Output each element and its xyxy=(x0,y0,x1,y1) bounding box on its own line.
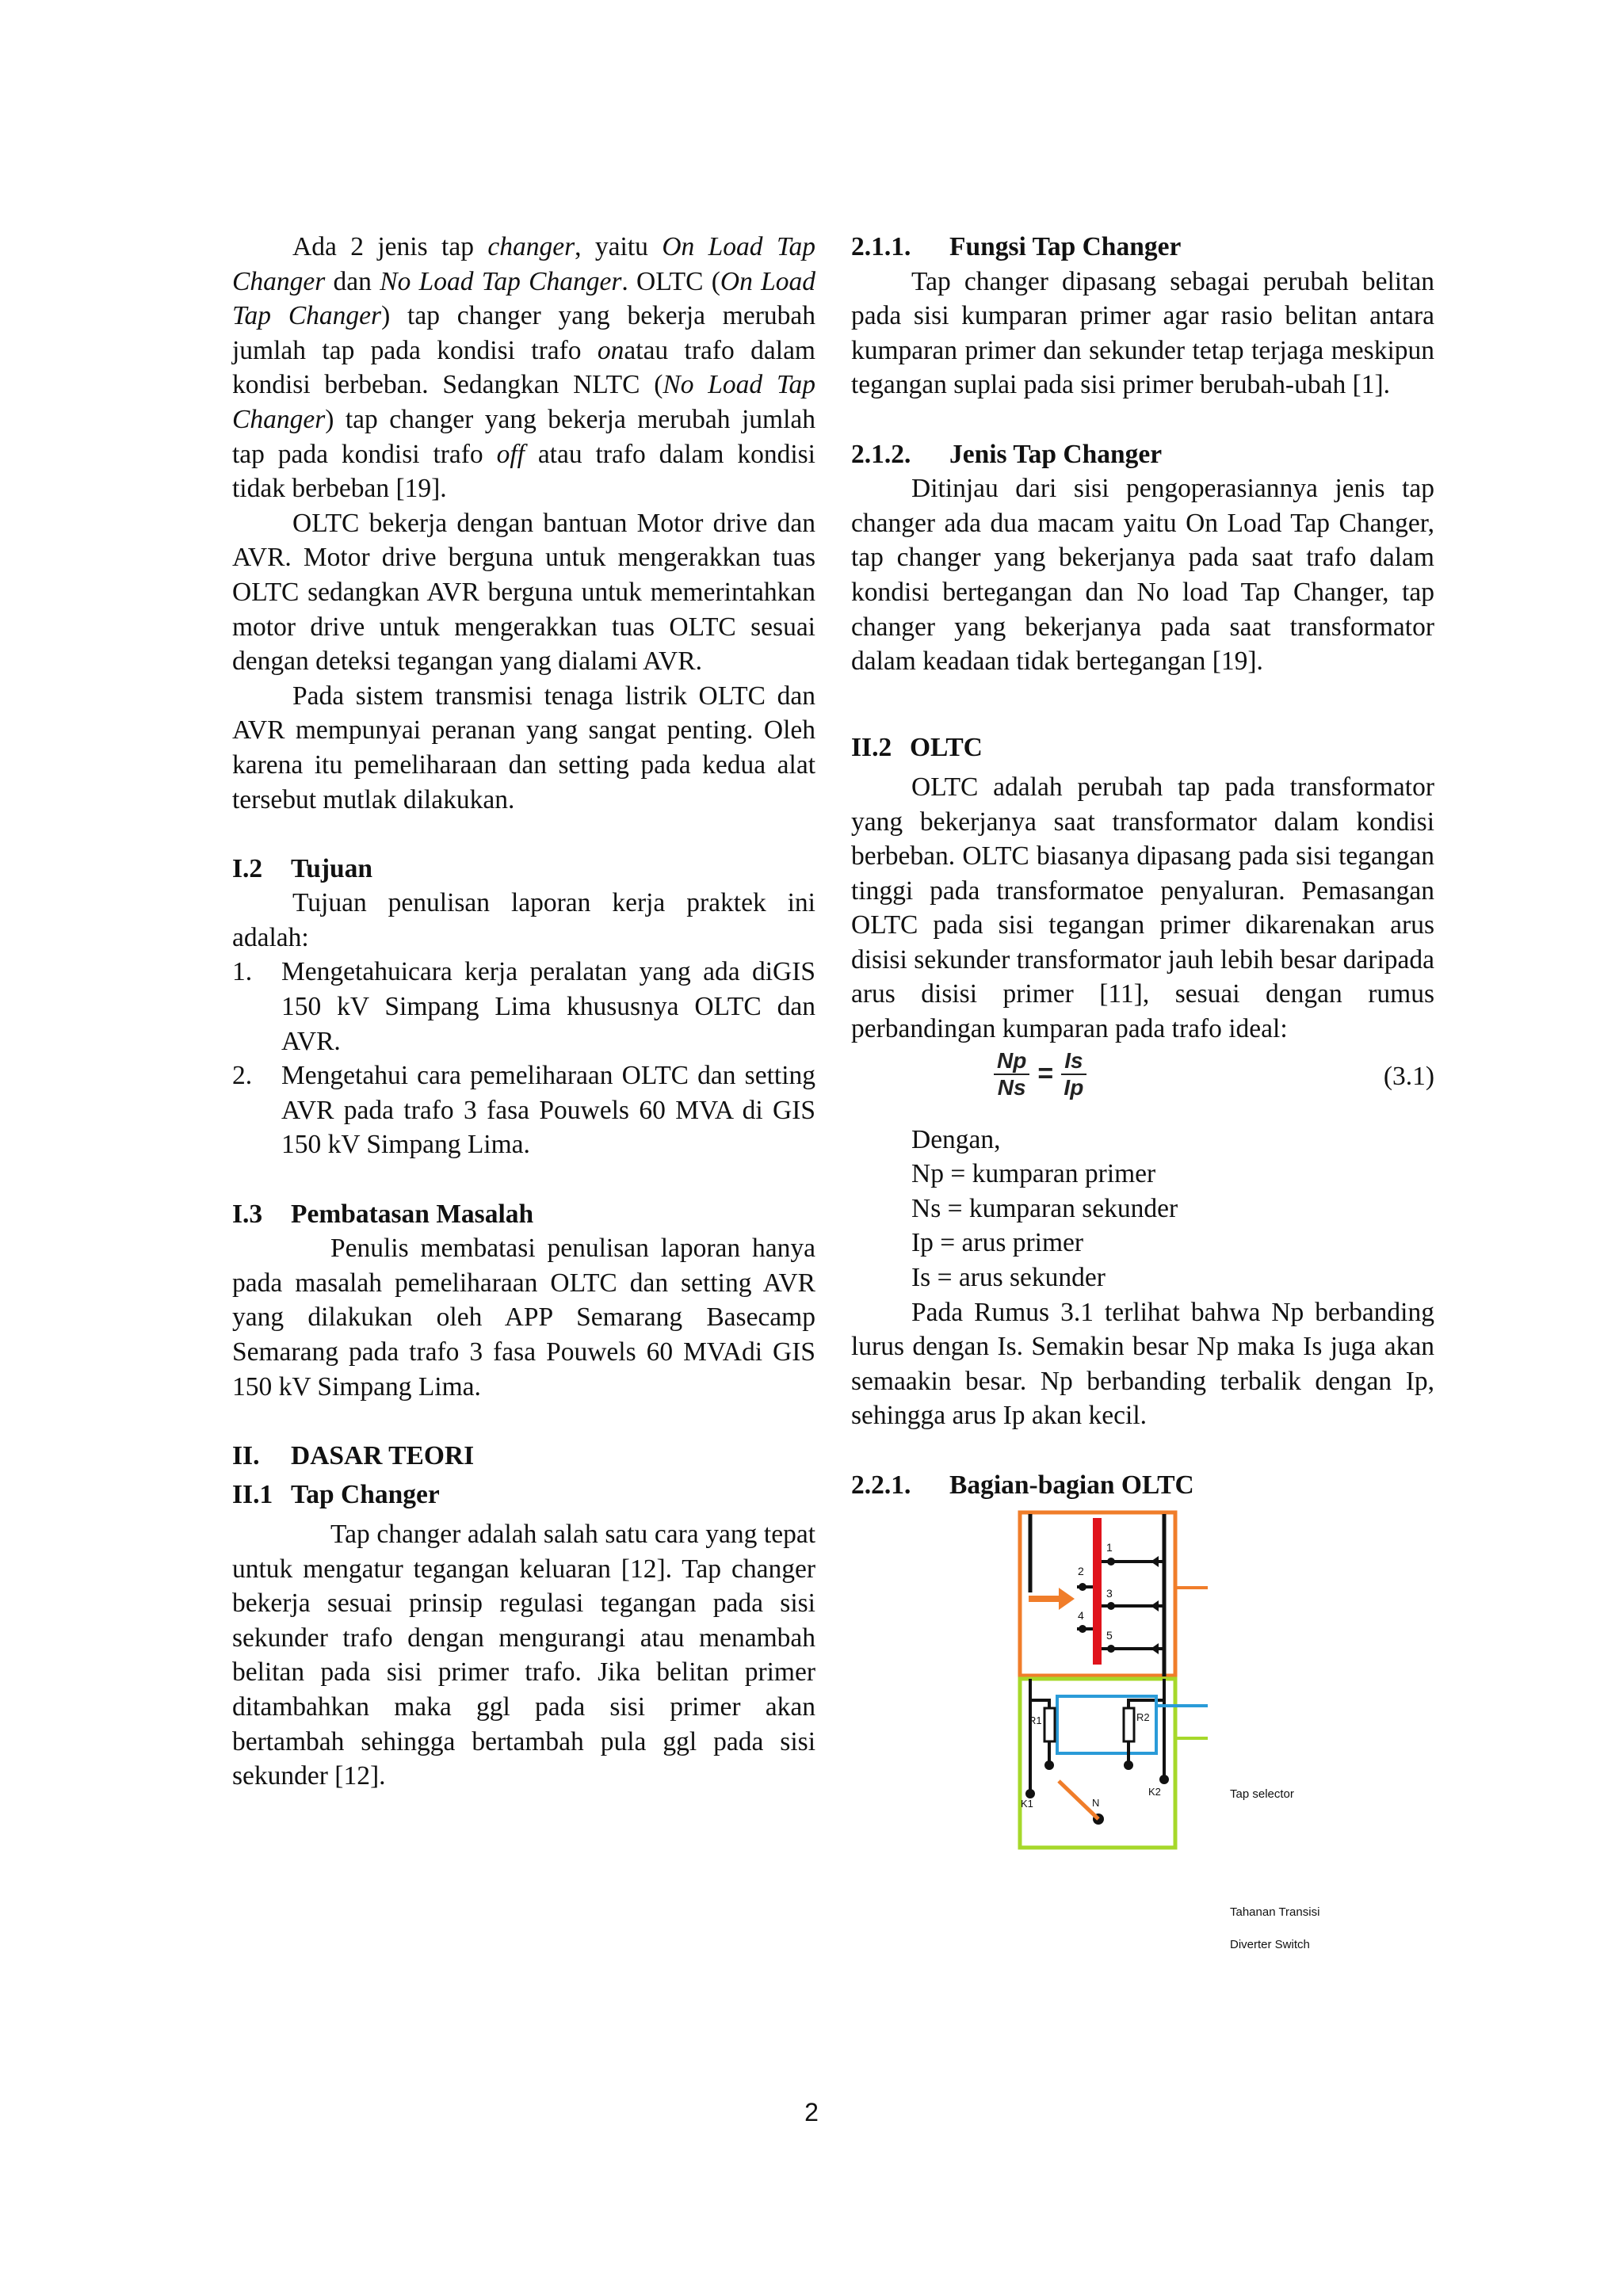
tap-label-4: 4 xyxy=(1078,1609,1084,1623)
tap-arrow-3 xyxy=(1151,1600,1159,1611)
input-arrow xyxy=(1029,1588,1075,1610)
tujuan-list xyxy=(232,955,815,1162)
equation-3-1 xyxy=(851,1047,1434,1105)
diagram-label-tahanan-transisi: Tahanan Transisi xyxy=(1230,1905,1320,1919)
tap-arrow-5 xyxy=(1151,1643,1159,1654)
tap-contact-5 xyxy=(1107,1645,1115,1653)
list-item: 1. Mengetahuicara kerja peralatan yang ada diGIS 150 kV Simpang Lima khususnya OLTC dan AVR. xyxy=(232,957,815,1056)
n-label: N xyxy=(1092,1797,1100,1810)
tap-label-1: 1 xyxy=(1106,1541,1113,1554)
heading-tap-changer: II.1 Tap Changer xyxy=(232,1480,440,1510)
ratio-equation: $\frac{Np}{Ns}$ = $\frac{Is}{Ip}$ xyxy=(994,1048,1086,1100)
intro-paragraph-3: Pada sistem transmisi tenaga listrik OLTC dan AVR mempunyai peranan yang sangat penting. Oleh karena itu pemeliharaan dan setting pada kedua alat tersebut mutlak dilakukan. xyxy=(232,681,815,814)
left-column xyxy=(232,230,815,1794)
tap-arrow-1 xyxy=(1151,1556,1159,1567)
tap-label-2: 2 xyxy=(1078,1565,1084,1578)
heading-fungsi-tap-changer: 2.1.1. Fungsi Tap Changer xyxy=(851,232,1182,261)
intro-paragraph-1: Ada 2 jenis tap changer, yaitu On Load Tap Changer dan No Load Tap Changer. OLTC (On Load Tap Changer) tap changer yang bekerja merubah jumlah tap pada kondisi trafo onatau trafo dalam kondisi berbeban. Sedangkan NLTC (No Load Tap Changer) tap changer yang bekerja merubah jumlah tap pada kondisi trafo off atau trafo dalam kondisi tidak berbeban [19]. xyxy=(232,232,816,504)
list-item: 2. Mengetahui cara pemeliharaan OLTC dan setting AVR pada trafo 3 fasa Pouwels 60 MVA di GIS 150 kV Simpang Lima. xyxy=(232,1061,815,1160)
resistor-r1 xyxy=(1044,1708,1055,1741)
r2-label: R2 xyxy=(1136,1711,1150,1724)
intro-paragraph-2: OLTC bekerja dengan bantuan Motor drive dan AVR. Motor drive berguna untuk mengerakkan tuas OLTC sedangkan AVR berguna untuk memerintahkan motor drive untuk mengerakkan tuas OLTC sesuai dengan deteksi tegangan yang dialami AVR. xyxy=(232,508,815,677)
fungsi-paragraph: Tap changer dipasang sebagai perubah belitan pada sisi kumparan primer agar rasio belitan antara kumparan primer dan sekunder tetap terjaga meskipun tegangan suplai pada sisi primer berubah-ubah [1]. xyxy=(851,266,1434,400)
heading-oltc: II.2 OLTC xyxy=(851,733,983,763)
tap-contact-1 xyxy=(1107,1558,1115,1566)
diagram-label-diverter-switch: Diverter Switch xyxy=(1230,1938,1310,1951)
heading-pembatasan-masalah: I.3 Pembatasan Masalah xyxy=(232,1199,534,1229)
oltc-diagram xyxy=(1018,1510,1255,1851)
rumus-paragraph: Pada Rumus 3.1 terlihat bahwa Np berbanding lurus dengan Is. Semakin besar Np maka Is juga akan semaakin besar. Np berbanding terbalik dengan Ip, sehingga arus Ip akan kecil. xyxy=(851,1297,1434,1431)
r1-contact xyxy=(1044,1760,1054,1770)
diagram-label-tap-selector: Tap selector xyxy=(1230,1787,1294,1801)
heading-bagian-oltc: 2.2.1. Bagian-bagian OLTC xyxy=(851,1470,1194,1500)
k2-label: K2 xyxy=(1148,1786,1161,1798)
definition-ip: Ip = arus primer xyxy=(911,1228,1084,1258)
oltc-paragraph: OLTC adalah perubah tap pada transformator yang bekerjanya saat transformator dalam kondisi berbeban. OLTC biasanya dipasang pada sisi tegangan tinggi pada transformatoe penyaluran. Pemasangan OLTC pada sisi tegangan primer dikarenakan arus disisi sekunder transformator jauh lebih besar daripada arus disisi primer [11], sesuai dengan rumus perbandingan kumparan pada trafo ideal: xyxy=(851,772,1434,1044)
definition-is: Is = arus sekunder xyxy=(911,1263,1106,1293)
tap-contact-3 xyxy=(1107,1602,1115,1610)
jenis-paragraph: Ditinjau dari sisi pengoperasiannya jenis tap changer ada dua macam yaitu On Load Tap Changer, tap changer yang bekerjanya pada saat trafo dalam kondisi bertegangan dan No load Tap Changer, tap changer yang bekerjanya pada saat transformator dalam keadaan tidak bertegangan [19]. xyxy=(851,474,1434,677)
resistor-r2 xyxy=(1124,1708,1134,1741)
definition-np: Np = kumparan primer xyxy=(911,1159,1156,1189)
heading-tujuan: I.2 Tujuan xyxy=(232,853,373,883)
dengan-label: Dengan, xyxy=(911,1124,1001,1154)
tujuan-paragraph: Tujuan penulisan laporan kerja praktek ini adalah: xyxy=(232,888,815,952)
tap-label-3: 3 xyxy=(1106,1587,1113,1600)
equation-number: (3.1) xyxy=(1383,1061,1434,1091)
pembatasan-paragraph: Penulis membatasi penulisan laporan hanya pada masalah pemeliharaan OLTC dan setting AVR yang dilakukan oleh APP Semarang Basecamp Semarang pada trafo 3 fasa Pouwels 60 MVAdi GIS 150 kV Simpang Lima. xyxy=(232,1234,815,1402)
tap-label-5: 5 xyxy=(1106,1629,1113,1642)
tap-changer-paragraph: Tap changer adalah salah satu cara yang tepat untuk mengatur tegangan keluaran [12]. Tap changer bekerja sesuai prinsip regulasi tegangan pada sisi sekunder trafo dengan mengurangi atau menambah belitan pada sisi primer trafo. Jika belitan primer ditambahkan maka ggl pada sisi primer akan bertambah sehingga bertambah pula ggl pada sisi sekunder [12]. xyxy=(232,1519,815,1791)
tap-contact-4 xyxy=(1079,1625,1086,1633)
right-column xyxy=(851,230,1434,1860)
page-number: 2 xyxy=(804,2098,819,2126)
r2-contact xyxy=(1124,1760,1133,1770)
k1-label: K1 xyxy=(1021,1798,1033,1810)
k2-contact xyxy=(1159,1775,1169,1784)
r1-label: R1 xyxy=(1029,1714,1042,1727)
tap-contact-2 xyxy=(1079,1583,1086,1591)
heading-dasar-teori: II. DASAR TEORI xyxy=(232,1440,475,1470)
transition-resistance-box xyxy=(1057,1696,1156,1753)
definition-ns: Ns = kumparan sekunder xyxy=(911,1193,1178,1223)
heading-jenis-tap-changer: 2.1.2. Jenis Tap Changer xyxy=(851,439,1163,469)
tap-selector-bar xyxy=(1093,1518,1102,1665)
